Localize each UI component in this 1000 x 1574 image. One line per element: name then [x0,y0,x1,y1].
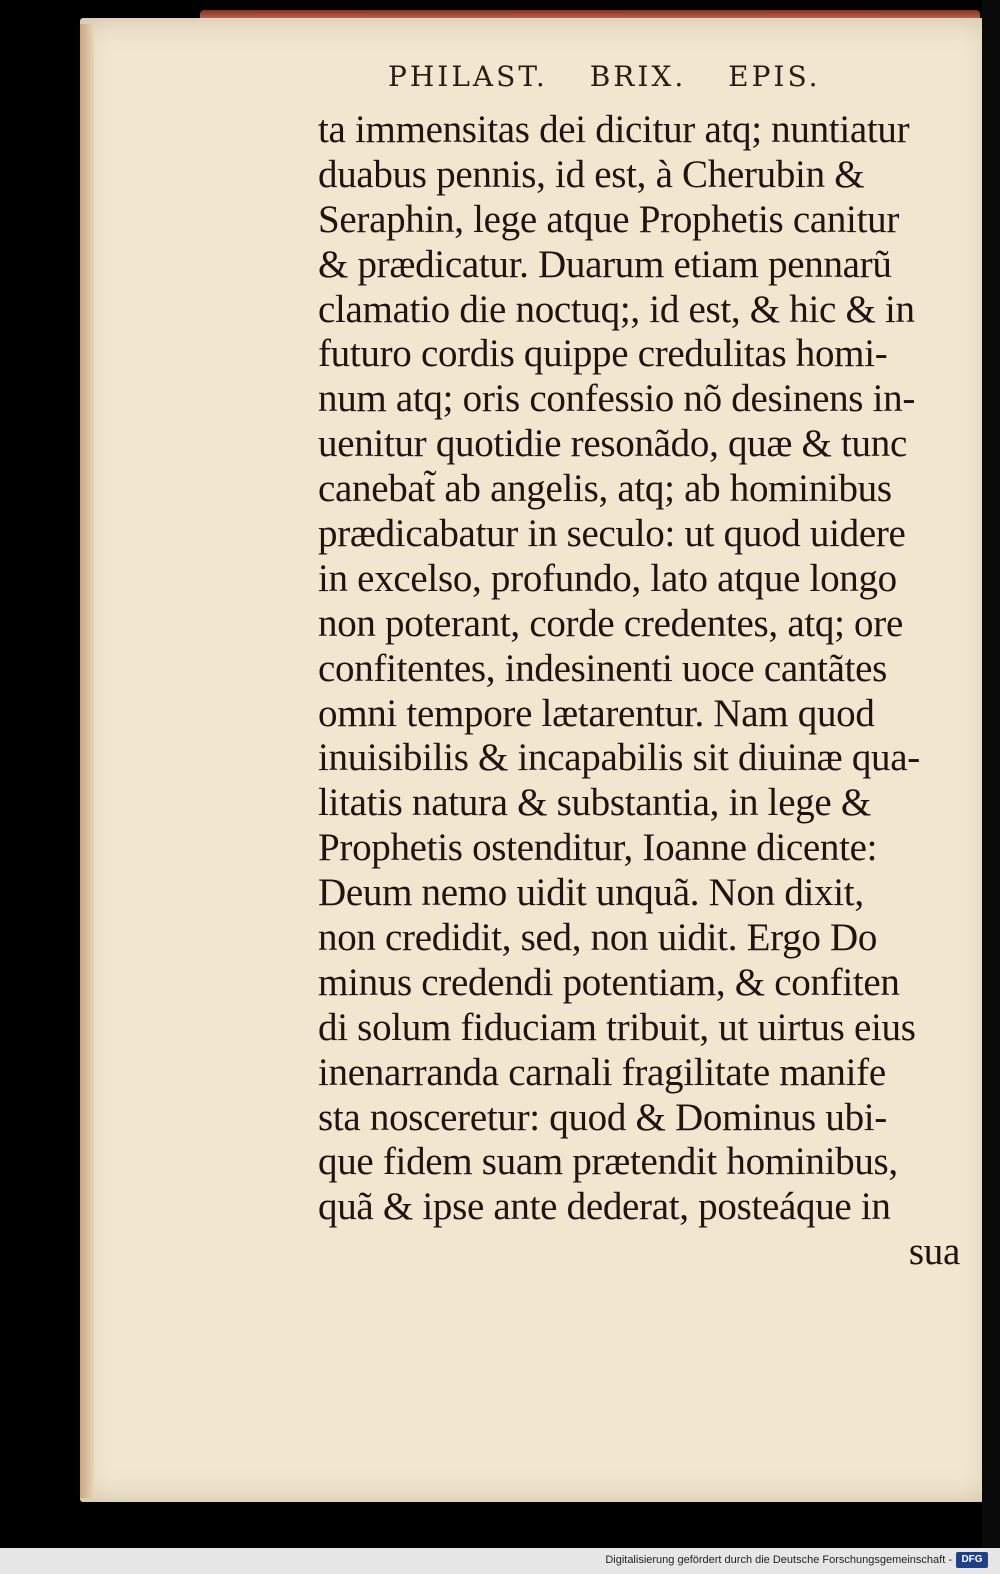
text-line: Seraphin, lege atque Prophetis canitur [318,197,900,241]
header-part: PHILAST. [388,60,548,93]
text-line: omni tempore lætarentur. Nam quod [318,691,875,735]
header-part: EPIS. [728,60,821,93]
text-line: litatis natura & substantia, in lege & [318,781,871,825]
text-line: quã & ipse ante dederat, posteáque in [318,1185,891,1229]
text-line: clamatio die noctuq;, id est, & hic & in [318,287,915,331]
text-line: non credidit, sed, non uidit. Ergo Do [318,916,878,960]
text-line: non poterant, corde credentes, atq; ore [318,601,903,645]
text-line: num atq; oris confessio nõ desinens in- [318,377,916,421]
page-left-edge [80,24,94,1498]
text-line: minus credendi potentiam, & confiten [318,960,900,1004]
dfg-logo-icon: DFG [956,1552,988,1568]
catchword: sua [908,1230,960,1274]
text-line: Prophetis ostenditur, Ioanne dicente: [318,826,878,870]
text-line: futuro cordis quippe credulitas homi- [318,332,888,376]
digitization-footer [0,1548,1000,1574]
text-line: duabus pennis, id est, à Cherubin & [318,152,865,196]
body-text [318,108,978,1275]
right-border [982,0,1000,1574]
text-line: inenarranda carnali fragilitate manife [318,1050,886,1094]
running-header [388,60,851,93]
text-line: uenitur quotidie resonãdo, quæ & tunc [318,422,907,466]
text-line: di solum fiduciam tribuit, ut uirtus eius [318,1005,916,1049]
text-line: confitentes, indesinenti uoce cantãtes [318,646,888,690]
text-line: & prædicatur. Duarum etiam pennarũ [318,242,892,286]
text-line: prædicabatur in seculo: ut quod uidere [318,512,906,556]
text-line: que fidem suam prætendit hominibus, [318,1140,898,1184]
text-line: ta immensitas dei dicitur atq; nuntiatur [318,108,910,151]
header-part: BRIX. [589,60,687,93]
text-line: inuisibilis & incapabilis sit diuinæ qua- [318,736,920,780]
text-line: sta nosceretur: quod & Dominus ubi- [318,1095,887,1139]
text-line: in excelso, profundo, lato atque longo [318,556,897,600]
text-line: canebat̃ ab angelis, atq; ab hominibus [318,467,892,511]
text-line: Deum nemo uidit unquã. Non dixit, [318,871,864,915]
footer-credit-text: Digitalisierung gefördert durch die Deutsche Forschungsgemeinschaft - [605,1554,952,1566]
